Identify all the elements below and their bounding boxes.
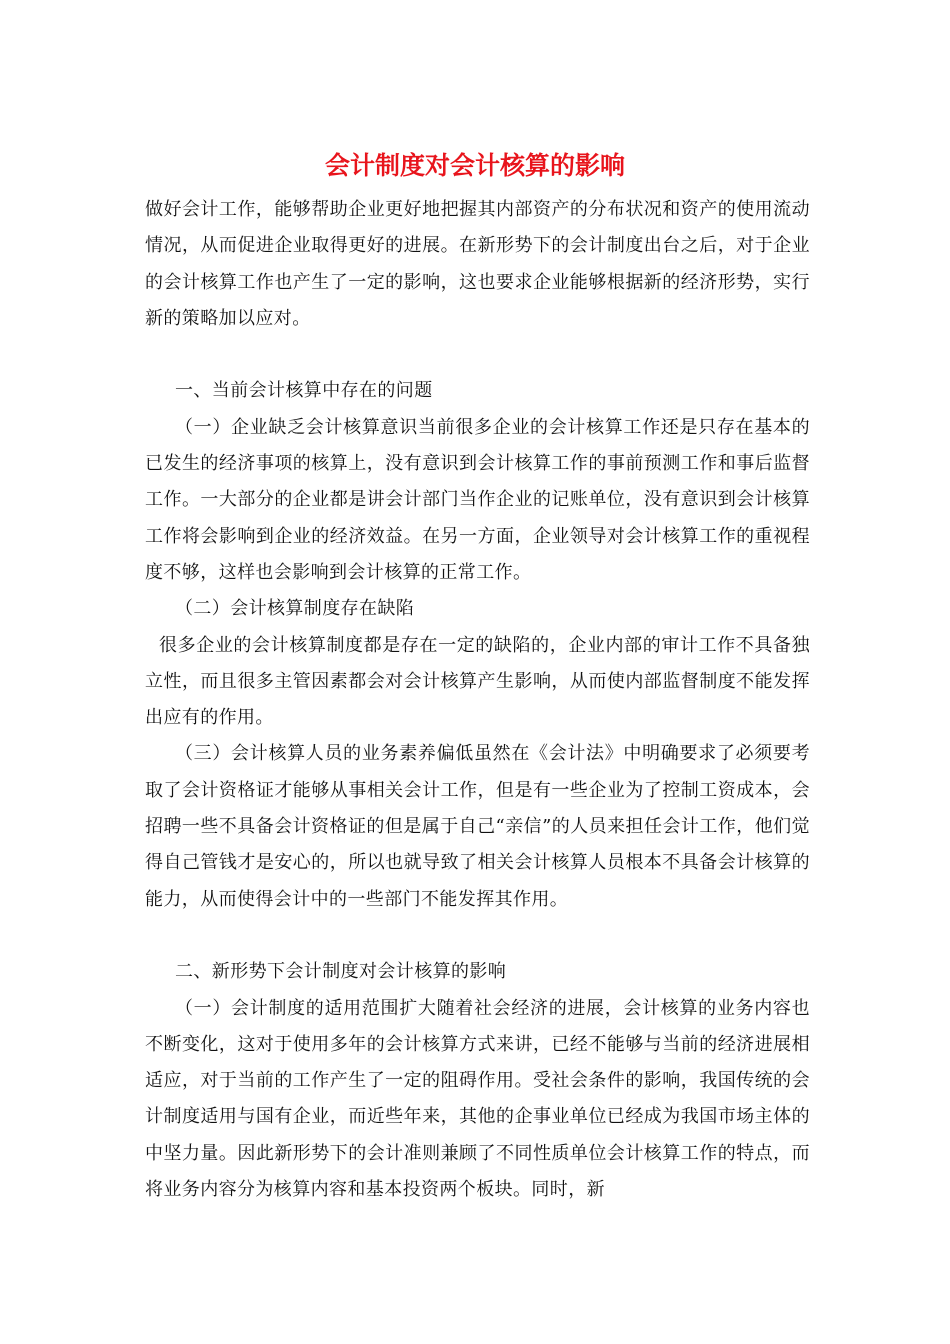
- section-2-heading: 二、新形势下会计制度对会计核算的影响: [175, 961, 507, 983]
- section-2-item-1: （一）会计制度的适用范围扩大随着社会经济的进展，会计核算的业务内容也不断变化，这对于使用多年的会计核算方式来讲，已经不能够与当前的经济进展相适应，对于当前的工作产生了一定的阻碍作用。受社会条件的影响，我国传统的会计制度适用与国有企业，而近些年来，其他的企事业单位已经成为我国市场主体的中坚力量。因此新形势下的会计准则兼顾了不同性质单位会计核算工作的特点，而将业务内容分为核算内容和基本投资两个板块。同时，新: [145, 997, 810, 1201]
- section-1-item-1: （一）企业缺乏会计核算意识当前很多企业的会计核算工作还是只存在基本的已发生的经济事项的核算上，没有意识到会计核算工作的事前预测工作和事后监督工作。一大部分的企业都是讲会计部门当作企业的记账单位，没有意识到会计核算工作将会影响到企业的经济效益。在另一方面，企业领导对会计核算工作的重视程度不够，这样也会影响到会计核算的正常工作。: [145, 416, 810, 583]
- intro-paragraph: 做好会计工作，能够帮助企业更好地把握其内部资产的分布状况和资产的使用流动情况，从而促进企业取得更好的进展。在新形势下的会计制度出台之后，对于企业的会计核算工作也产生了一定的影响，这也要求企业能够根据新的经济形势，实行新的策略加以应对。: [145, 199, 810, 329]
- section-1-item-3: （三）会计核算人员的业务素养偏低虽然在《会计法》中明确要求了必须要考取了会计资格证才能够从事相关会计工作，但是有一些企业为了控制工资成本，会招聘一些不具备会计资格证的但是属于自己“亲信”的人员来担任会计工作，他们觉得自己管钱才是安心的，所以也就导致了相关会计核算人员根本不具备会计核算的能力，从而使得会计中的一些部门不能发挥其作用。: [145, 743, 810, 910]
- blank-line: [145, 337, 810, 373]
- document-title: 会计制度对会计核算的影响: [324, 151, 625, 180]
- blank-line: [145, 918, 810, 954]
- section-1-item-2-heading: （二）会计核算制度存在缺陷: [175, 598, 415, 620]
- section-1-item-2-body: 很多企业的会计核算制度都是存在一定的缺陷的，企业内部的审计工作不具备独立性，而且很多主管因素都会对会计核算产生影响，从而使内部监督制度不能发挥出应有的作用。: [145, 634, 810, 729]
- section-1-heading: 一、当前会计核算中存在的问题: [175, 380, 433, 402]
- document-body: [145, 192, 810, 1208]
